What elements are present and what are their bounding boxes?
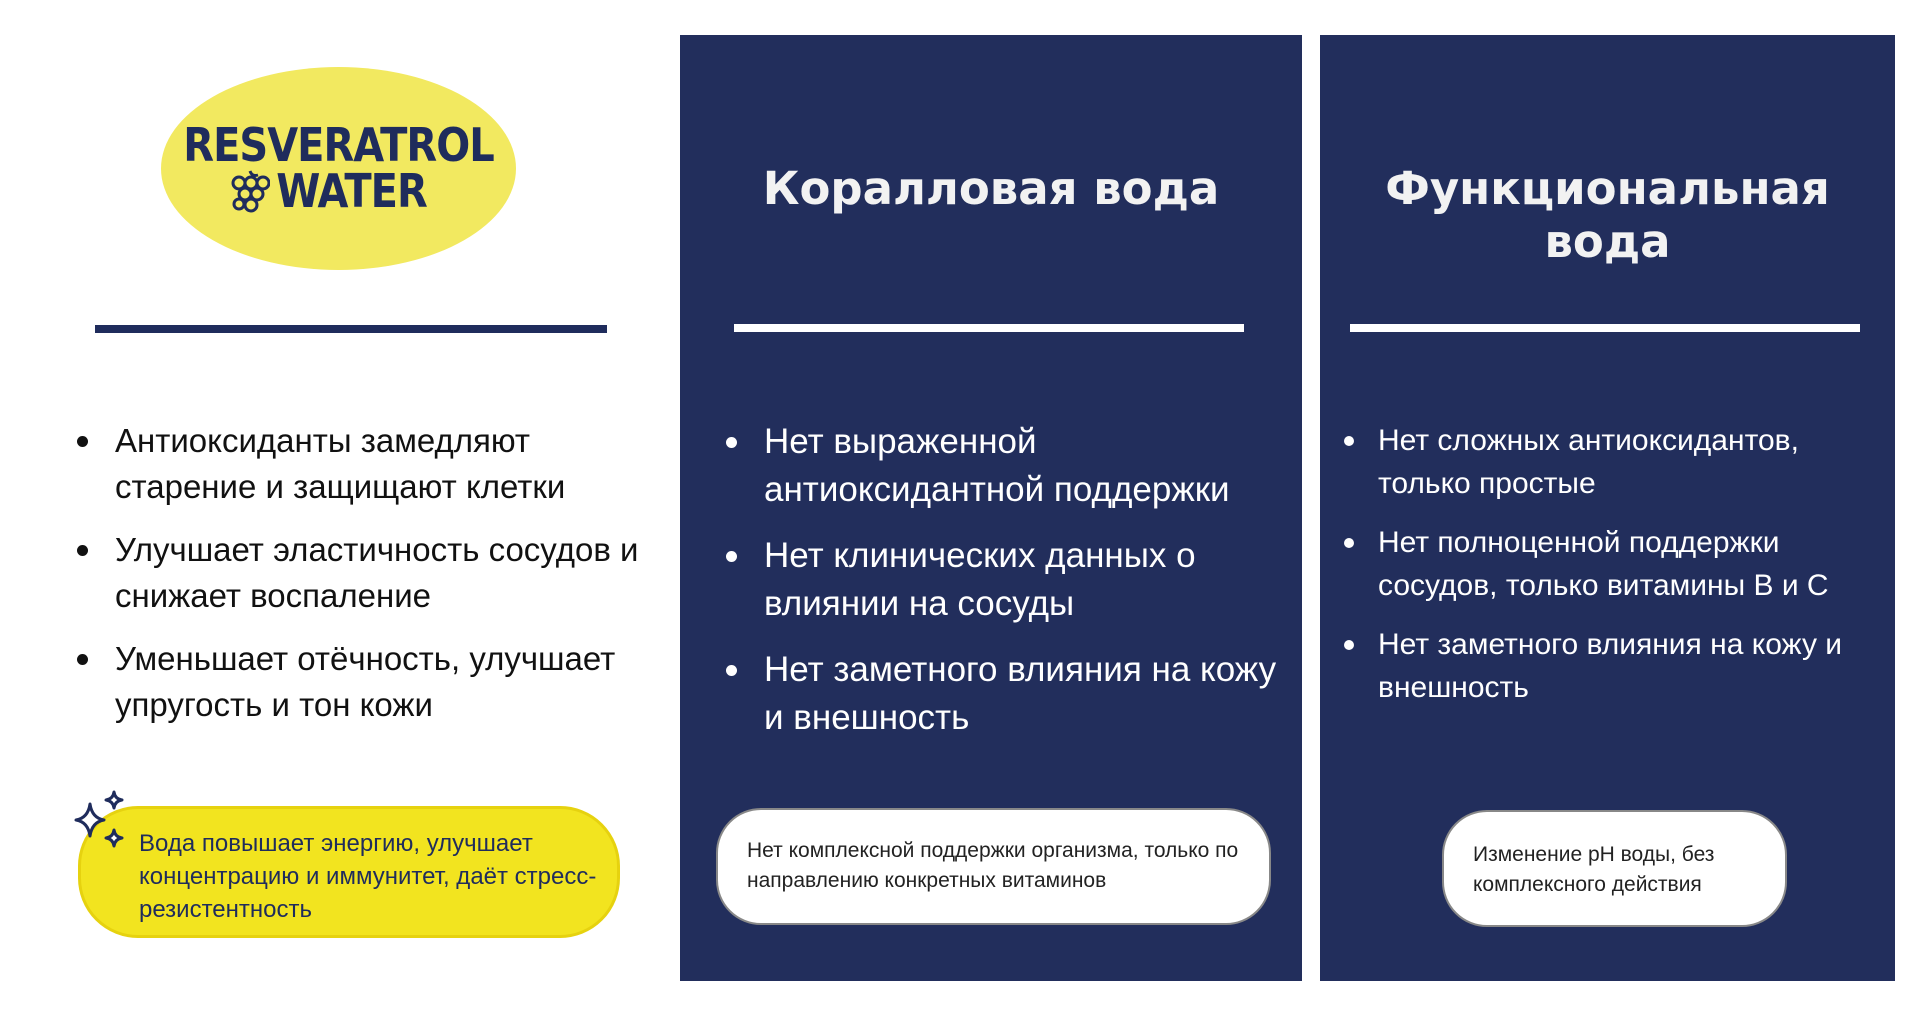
panel-title: Коралловая вода [762, 162, 1220, 215]
benefits-list [75, 418, 655, 745]
coral-note: Нет комплексной поддержки организма, только по направлению конкретных витаминов [716, 808, 1271, 925]
functional-note: Изменение pH воды, без комплексного действия [1442, 810, 1787, 927]
list-item: Уменьшает отёчность, улучшает упругость и тон кожи [75, 636, 655, 728]
divider [734, 324, 1244, 332]
logo-line-1: RESVERATROL [183, 119, 494, 172]
divider [95, 325, 607, 333]
panel-title: Функциональная вода [1385, 162, 1830, 268]
drawbacks-list [724, 418, 1284, 760]
functional-water-panel [1320, 35, 1895, 981]
resveratrol-column [0, 0, 670, 1021]
benefit-note: Вода повышает энергию, улучшает концентрацию и иммунитет, даёт стресс-резистентность [78, 806, 620, 938]
list-item: Нет полноценной поддержки сосудов, только витамины B и C [1342, 521, 1892, 607]
resveratrol-logo [161, 67, 516, 270]
list-item: Нет заметного влияния на кожу и внешность [724, 646, 1284, 742]
grapes-icon [230, 169, 270, 215]
list-item: Улучшает эластичность сосудов и снижает воспаление [75, 527, 655, 619]
list-item: Нет выраженной антиоксидантной поддержки [724, 418, 1284, 514]
list-item: Нет заметного влияния на кожу и внешность [1342, 623, 1892, 709]
logo-line-2: WATER [276, 165, 427, 218]
list-item: Нет сложных антиоксидантов, только простые [1342, 419, 1892, 505]
drawbacks-list [1342, 419, 1892, 725]
coral-water-panel [680, 35, 1302, 981]
sparkle-icon [70, 790, 132, 856]
divider [1350, 324, 1860, 332]
list-item: Антиоксиданты замедляют старение и защищают клетки [75, 418, 655, 510]
list-item: Нет клинических данных о влиянии на сосуды [724, 532, 1284, 628]
logo-row-2 [230, 165, 427, 218]
